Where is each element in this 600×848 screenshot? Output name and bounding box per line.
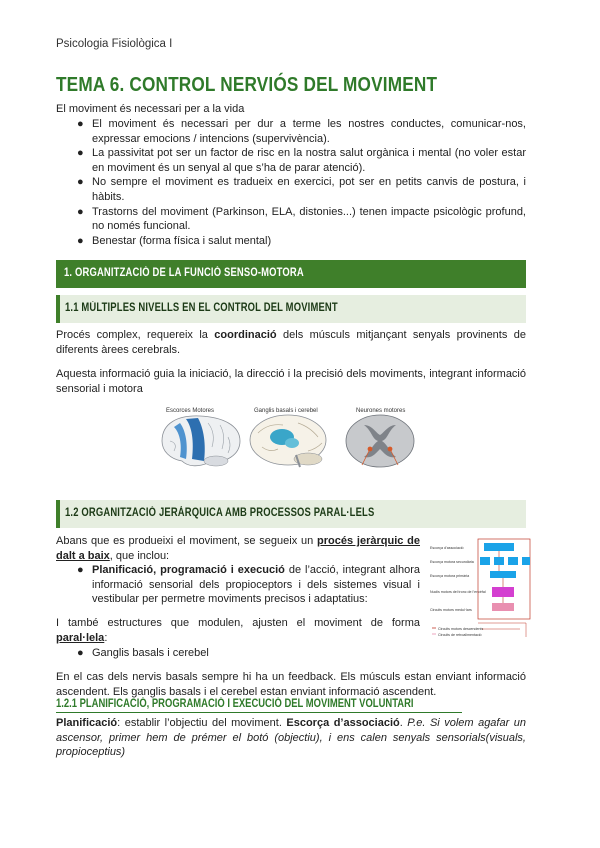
basal-ganglia-brain-icon (250, 415, 326, 467)
brainstem-box (492, 587, 514, 597)
course-header: Psicologia Fisiològica I (56, 38, 173, 50)
section-1-2-paragraph-2: I també estructures que modulen, ajusten el moviment de forma paral·lela: (56, 617, 420, 644)
list-item: ● Trastorns del moviment (Parkinson, ELA, distonies...) tenen impacte psicològic profund, no només funcional. (77, 205, 526, 233)
section-1-2-1-heading: 1.2.1 PLANIFICACIÓ, PROGRAMACIÓ I EXECUCIÓ DEL MOVIMENT VOLUNTARI (56, 698, 414, 710)
diagram-label: Escorça motora secundària (430, 560, 474, 564)
section-1-1-heading: 1.1 MÚLTIPLES NIVELLS EN EL CONTROL DEL MOVIMENT (56, 295, 526, 323)
diagram-label: Circuits motors descendents (438, 627, 484, 631)
section-1-heading: 1. ORGANITZACIÓ DE LA FUNCIÓ SENSO-MOTORA (56, 260, 526, 288)
figure-label-basal: Ganglis basals i cerebel (254, 408, 318, 414)
list-item: ● No sempre el moviment es tradueix en exercici, pot ser en petits canvis de postura, i hàbits. (77, 176, 526, 203)
list-item: ● Ganglis basals i cerebel (77, 647, 209, 659)
diagram-label: Escorça d’associació (430, 546, 464, 550)
figure-label-cortex: Escorces Motores (166, 408, 215, 414)
section-1-2-1-paragraph: Planificació: establir l’objectiu del moviment. Escorça d’associació. P.e. Si volem agafar un ascensor, primer hem de prémer el botó (objectiu), i ens calen senyals sensorials(visuals, propioceptius) (56, 717, 526, 759)
section-1-2-heading: 1.2 ORGANITZACIÓ JERÀRQUICA AMB PROCESSOS PARAL·LELS (56, 500, 526, 528)
association-cortex-box (484, 543, 514, 551)
hierarchy-diagram (428, 533, 534, 663)
diagram-label: Nuclis motors del tronc de l’encèfal (430, 590, 486, 594)
cortex-brain-icon (162, 416, 240, 466)
list-item: ● Planificació, programació i execució de l’acció, integrant alhora informació sensorial dels propioceptors i dels sistemes visual i vestibular per permetre moviments precisos i adaptatius: (77, 564, 420, 606)
section-1-1-paragraph-2: Aquesta informació guia la iniciació, la direcció i la precisió dels moviments, integrant informació sensorial i motora (56, 368, 526, 395)
list-item: ● La passivitat pot ser un factor de risc en la nostra salut orgànica i mental (no voler estar en moviment és un senyal al que s’ha de parar atenció). (77, 147, 526, 174)
figure-label-neurons: Neurones motores (356, 408, 406, 414)
section-1-2-paragraph-1: Abans que es produeixi el moviment, se segueix un procés jeràrquic de dalt a baix, que inclou: (56, 535, 420, 562)
motor-brain-figure (158, 403, 420, 469)
list-item: ● El moviment és necessari per dur a terme les nostres conductes, comunicar-nos, expressar emocions / intencions (supervivència). (77, 118, 526, 145)
section-1-2-bullets-2 (56, 646, 420, 661)
diagram-label: Escorça motora primària (430, 574, 470, 578)
primary-motor-box (490, 571, 516, 578)
intro-lead: El moviment és necessari per a la vida (56, 103, 245, 115)
heading-underline (56, 712, 462, 713)
intro-bullets (56, 117, 526, 248)
page-title: TEMA 6. CONTROL NERVIÓS DEL MOVIMENT (56, 74, 438, 96)
section-1-2-paragraph-3: En el cas dels nervis basals sempre hi ha un feedback. Els músculs estan enviant informació ascendent. Els ganglis basals i el cerebel estan enviant informació ascendent. (56, 671, 526, 698)
section-1-2-bullets-1 (56, 563, 420, 607)
list-item: ● Benestar (forma física i salut mental) (77, 234, 272, 247)
spinal-cord-icon (346, 415, 414, 467)
section-1-1-paragraph-1: Procés complex, requereix la coordinació dels músculs mitjançant senyals provinents de diferents àrees cerebrals. (56, 329, 526, 356)
diagram-label: Circuits de retroalimentació (438, 633, 482, 637)
diagram-label: Circuits motors medul·lars (430, 608, 472, 612)
spinal-box (492, 603, 514, 611)
